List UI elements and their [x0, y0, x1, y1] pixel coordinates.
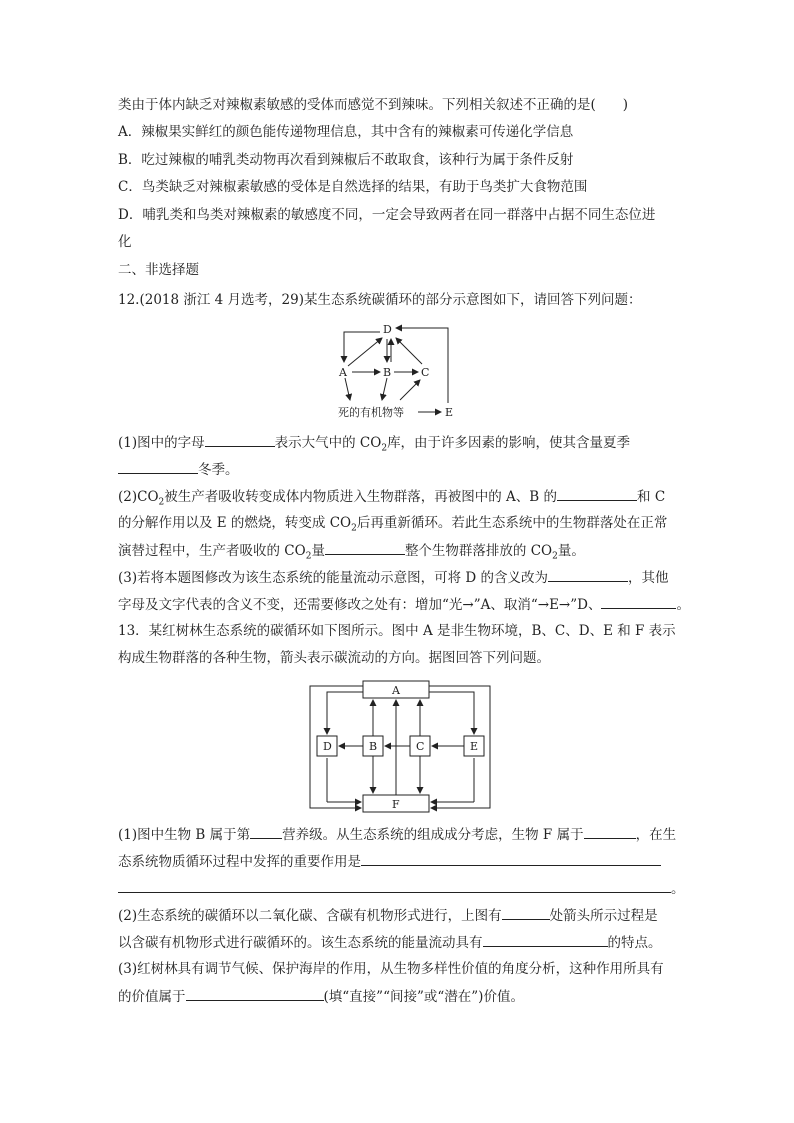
section-heading: 二、非选择题	[118, 262, 199, 278]
answer-blank[interactable]	[325, 540, 405, 555]
node-a: A	[339, 366, 347, 379]
label-d: D	[323, 740, 332, 753]
node-d: D	[383, 323, 392, 336]
q11-stem-tail: 类由于体内缺乏对辣椒素敏感的受体而感觉不到辣味。下列相关叙述不正确的是( )	[118, 97, 629, 113]
answer-blank[interactable]	[361, 851, 661, 866]
node-dead-organic: 死的有机物等	[338, 406, 404, 419]
q13-part2-cont: 以含碳有机物形式进行碳循环的。该生态系统的能量流动具有 的特点。	[118, 932, 662, 953]
q11-option-c: C．鸟类缺乏对辣椒素敏感的受体是自然选择的结果，有助于鸟类扩大食物范围	[118, 179, 588, 195]
q12-part3: (3)若将本题图修改为该生态系统的能量流动示意图，可将 D 的含义改为 ，其他	[118, 567, 669, 588]
q11-option-d-cont: 化	[118, 234, 132, 250]
answer-blank[interactable]	[601, 594, 676, 609]
answer-blank[interactable]	[557, 486, 637, 501]
answer-blank[interactable]	[205, 432, 275, 447]
q12-stem: 12.(2018 浙江 4 月选考，29)某生态系统碳循环的部分示意图如下，请回答下列问题：	[118, 292, 642, 308]
label-f: F	[392, 798, 400, 811]
q12-part2: $(2)CO_2$被生产者吸收转变成体内物质进入生物群落，再被图中的 A、B 的 和 C	[118, 486, 665, 513]
q12-part3-cont: 字母及文字代表的含义不变，还需要修改之处有：增加“光→”A、取消“→E→”D、 。	[118, 594, 690, 615]
q12-carbon-cycle-diagram	[330, 320, 470, 425]
answer-blank[interactable]	[118, 878, 671, 893]
node-c: C	[421, 366, 430, 379]
q12-part1-cont: 冬季。	[118, 459, 239, 480]
label-b: B	[369, 740, 378, 753]
q13-part1-cont2: 。	[118, 878, 685, 899]
q13-part1: (1)图中生物 B 属于第 营养级。从生态系统的组成成分考虑，生物 F 属于 ，在生	[118, 824, 676, 845]
q13-part3-cont: 的价值属于 (填“直接”“间接”或“潜在”)价值。	[118, 986, 524, 1007]
answer-blank[interactable]	[584, 824, 636, 839]
answer-blank[interactable]	[502, 905, 550, 920]
answer-blank[interactable]	[118, 459, 198, 474]
q13-stem: 13．某红树林生态系统的碳循环如下图所示。图中 A 是非生物环境，B、C、D、E 和 F 表示	[118, 623, 676, 639]
q11-option-a: A．辣椒果实鲜红的颜色能传递物理信息，其中含有的辣椒素可传递化学信息	[118, 124, 574, 140]
q13-stem-cont: 构成生物群落的各种生物，箭头表示碳流动的方向。据图回答下列问题。	[118, 650, 550, 666]
q13-part1-cont: 态系统物质循环过程中发挥的重要作用是	[118, 851, 661, 872]
q12-part2-cont: 的分解作用以及 E 的燃烧，转变成 $CO_2$后再重新循环。若此生态系统中的生物群落处在正常	[118, 515, 668, 534]
q12-part1: (1)图中的字母 表示大气中的 $CO_2$库，由于许多因素的影响，使其含量夏季	[118, 432, 630, 459]
q11-option-d: D．哺乳类和鸟类对辣椒素的敏感度不同，一定会导致两者在同一群落中占据不同生态位进	[118, 207, 656, 223]
label-a: A	[392, 684, 400, 697]
q13-part3: (3)红树林具有调节气候、保护海岸的作用，从生物多样性价值的角度分析，这种作用所具有	[118, 961, 664, 977]
node-b: B	[383, 366, 392, 379]
q11-option-b: B．吃过辣椒的哺乳类动物再次看到辣椒后不敢取食，该种行为属于条件反射	[118, 152, 574, 168]
answer-blank[interactable]	[186, 986, 324, 1001]
q13-part2: (2)生态系统的碳循环以二氧化碳、含碳有机物形式进行，上图有 处箭头所示过程是	[118, 905, 658, 926]
q13-carbon-cycle-diagram	[308, 678, 494, 816]
label-e: E	[470, 740, 479, 753]
node-e: E	[445, 406, 454, 419]
q12-part2-cont2: 演替过程中，生产者吸收的 $CO_2$量 整个生物群落排放的 $CO_2$量。	[118, 540, 585, 567]
answer-blank[interactable]	[250, 824, 282, 839]
label-c: C	[416, 740, 425, 753]
answer-blank[interactable]	[483, 932, 608, 947]
answer-blank[interactable]	[548, 567, 628, 582]
